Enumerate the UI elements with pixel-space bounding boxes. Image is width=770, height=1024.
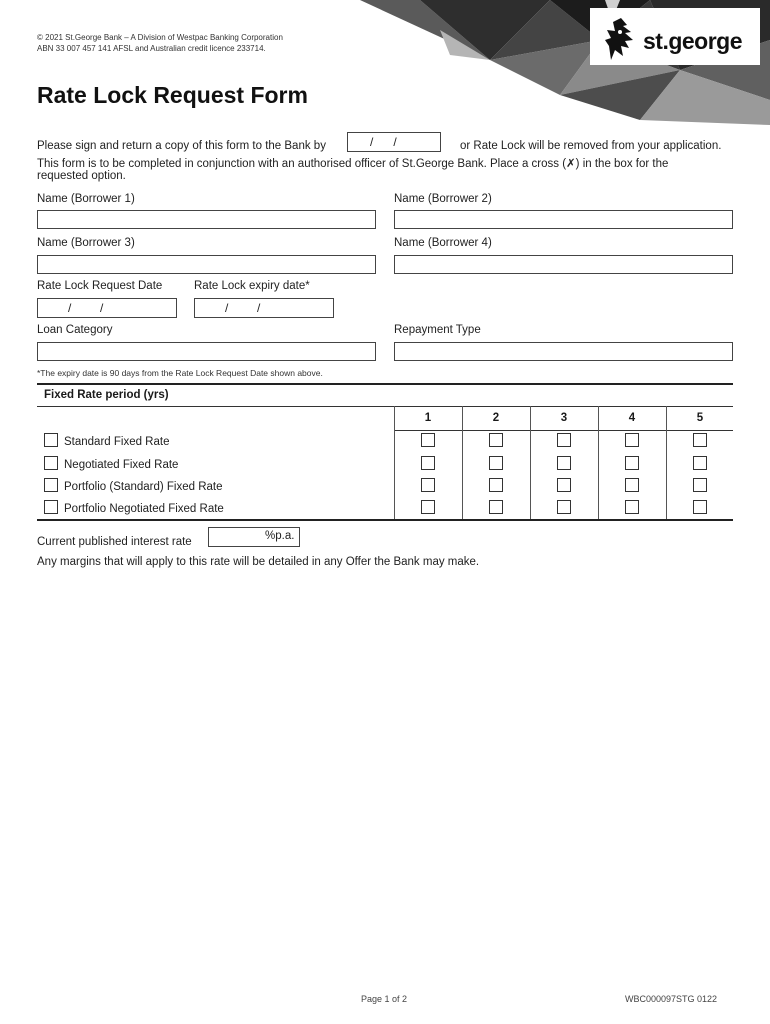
loan-category-input[interactable] — [37, 342, 376, 361]
abn-line: ABN 33 007 457 141 AFSL and Australian credit licence 233714. — [37, 44, 266, 53]
negotiated-fixed-1yr-checkbox[interactable] — [421, 456, 435, 470]
intro-line3: requested option. — [37, 170, 126, 182]
intro-line1-suffix: or Rate Lock will be removed from your application. — [460, 140, 722, 152]
interest-rate-unit: %p.a. — [265, 530, 295, 542]
expiry-date-slash-2: / — [257, 301, 261, 315]
logo-text: st.george — [643, 28, 743, 54]
negotiated-fixed-5yr-checkbox[interactable] — [693, 456, 707, 470]
negotiated-fixed-rate-checkbox[interactable] — [44, 456, 58, 470]
intro-line2: This form is to be completed in conjunction with an authorised officer of St.George Bank. Place a cross (✗) in the box for the — [37, 158, 669, 170]
borrower2-label: Name (Borrower 2) — [394, 193, 492, 205]
standard-fixed-5yr-checkbox[interactable] — [693, 433, 707, 447]
page-number: Page 1 of 2 — [361, 994, 408, 1004]
negotiated-fixed-3yr-checkbox[interactable] — [557, 456, 571, 470]
portfolio-standard-4yr-checkbox[interactable] — [625, 478, 639, 492]
borrower2-input[interactable] — [394, 210, 733, 229]
portfolio-negotiated-2yr-checkbox[interactable] — [489, 500, 503, 514]
borrower1-input[interactable] — [37, 210, 376, 229]
column-heading-2: 2 — [492, 412, 500, 424]
portfolio-standard-5yr-checkbox[interactable] — [693, 478, 707, 492]
borrower1-label: Name (Borrower 1) — [37, 193, 135, 205]
copyright-line: © 2021 St.George Bank – A Division of Westpac Banking Corporation — [37, 33, 283, 42]
repayment-type-input[interactable] — [394, 342, 733, 361]
column-divider — [666, 406, 667, 519]
repayment-type-label: Repayment Type — [394, 324, 481, 336]
standard-fixed-4yr-checkbox[interactable] — [625, 433, 639, 447]
standard-fixed-3yr-checkbox[interactable] — [557, 433, 571, 447]
borrower3-label: Name (Borrower 3) — [37, 237, 135, 249]
portfolio-standard-1yr-checkbox[interactable] — [421, 478, 435, 492]
row-label-portfolio-negotiated-fixed-rate: Portfolio Negotiated Fixed Rate — [64, 503, 224, 515]
portfolio-negotiated-4yr-checkbox[interactable] — [625, 500, 639, 514]
portfolio-negotiated-5yr-checkbox[interactable] — [693, 500, 707, 514]
column-heading-3: 3 — [560, 412, 568, 424]
column-divider — [598, 406, 599, 519]
borrower4-label: Name (Borrower 4) — [394, 237, 492, 249]
portfolio-standard-3yr-checkbox[interactable] — [557, 478, 571, 492]
column-heading-1: 1 — [424, 412, 432, 424]
negotiated-fixed-4yr-checkbox[interactable] — [625, 456, 639, 470]
column-heading-5: 5 — [696, 412, 704, 424]
table-top-rule — [37, 383, 733, 385]
request-date-label: Rate Lock Request Date — [37, 280, 163, 292]
column-divider — [462, 406, 463, 519]
page-title: Rate Lock Request Form — [37, 82, 308, 108]
return-date-slashes: / / — [370, 135, 397, 149]
borrower3-input[interactable] — [37, 255, 376, 274]
column-divider — [394, 406, 395, 519]
table-columns-rule — [394, 430, 733, 431]
request-date-field[interactable] — [37, 298, 177, 318]
table-heading-rule — [37, 406, 733, 407]
standard-fixed-1yr-checkbox[interactable] — [421, 433, 435, 447]
portfolio-standard-2yr-checkbox[interactable] — [489, 478, 503, 492]
standard-fixed-rate-checkbox[interactable] — [44, 433, 58, 447]
column-heading-4: 4 — [628, 412, 636, 424]
dragon-icon — [603, 16, 641, 66]
portfolio-standard-fixed-rate-checkbox[interactable] — [44, 478, 58, 492]
request-date-slash-1: / — [68, 301, 72, 315]
standard-fixed-2yr-checkbox[interactable] — [489, 433, 503, 447]
portfolio-negotiated-1yr-checkbox[interactable] — [421, 500, 435, 514]
row-label-standard-fixed-rate: Standard Fixed Rate — [64, 436, 170, 448]
expiry-date-slash-1: / — [225, 301, 229, 315]
row-label-negotiated-fixed-rate: Negotiated Fixed Rate — [64, 459, 179, 471]
fixed-rate-heading: Fixed Rate period (yrs) — [44, 389, 169, 401]
row-label-portfolio-standard-fixed-rate: Portfolio (Standard) Fixed Rate — [64, 481, 223, 493]
intro-line1-prefix: Please sign and return a copy of this form to the Bank by — [37, 140, 326, 152]
interest-rate-label: Current published interest rate — [37, 536, 192, 548]
expiry-footnote: *The expiry date is 90 days from the Rate Lock Request Date shown above. — [37, 368, 323, 378]
portfolio-negotiated-fixed-rate-checkbox[interactable] — [44, 500, 58, 514]
portfolio-negotiated-3yr-checkbox[interactable] — [557, 500, 571, 514]
request-date-slash-2: / — [100, 301, 104, 315]
loan-category-label: Loan Category — [37, 324, 113, 336]
table-bottom-rule — [37, 519, 733, 521]
expiry-date-label: Rate Lock expiry date* — [194, 280, 310, 292]
column-divider — [530, 406, 531, 519]
interest-rate-field[interactable] — [208, 527, 300, 547]
form-code: WBC000097STG 0122 — [625, 994, 718, 1004]
margins-note: Any margins that will apply to this rate will be detailed in any Offer the Bank may make. — [37, 556, 480, 568]
borrower4-input[interactable] — [394, 255, 733, 274]
negotiated-fixed-2yr-checkbox[interactable] — [489, 456, 503, 470]
return-date-field[interactable] — [347, 132, 441, 152]
expiry-date-field[interactable] — [194, 298, 334, 318]
stgeorge-logo — [603, 16, 753, 68]
